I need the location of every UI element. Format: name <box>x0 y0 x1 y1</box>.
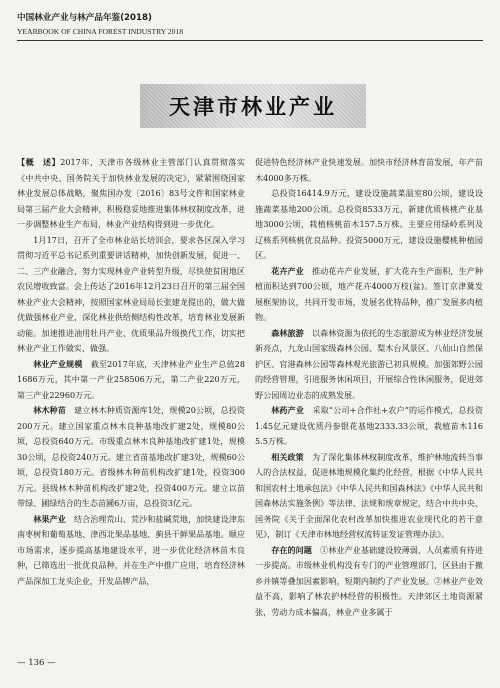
flower-text: 推动花卉产业发展，扩大花卉生产面积，生产种植面积达到700公顷，地产花卉4000万枝(盆)。签订京津冀发展框架协议，共同开发市场，发展名优特品种，推广发展多肉植物。 <box>255 265 483 322</box>
article-title: 天津市林业产业 <box>169 95 337 119</box>
right-column <box>255 155 483 649</box>
tourism-paragraph <box>255 326 483 404</box>
title-banner <box>140 84 366 128</box>
issues-paragraph <box>255 543 483 621</box>
scale-paragraph <box>17 357 245 404</box>
seedling-paragraph <box>17 403 245 512</box>
overview-paragraph <box>17 155 245 233</box>
seedling-label: 林木种苗 <box>33 405 66 415</box>
flower-paragraph <box>255 264 483 326</box>
medicine-text: 采取“公司+合作社+农户”的运作模式，总投资1.45亿元建设优质丹参银花基地2333.33公顷，栽植苗木1165.5万株。 <box>255 405 483 446</box>
fruit-paragraph <box>17 512 245 590</box>
medicine-label: 林药产业 <box>271 405 305 415</box>
scale-text: 截至2017年底，天津林业产业生产总值281686万元，其中第一产业258506万元，第二产业220万元，第三产业22960万元。 <box>17 358 245 400</box>
seedling-text: 建立林木种质资源库1处，规模20公顷，总投资200万元。建立国家重点林木良种基地改扩建2处，规模80公顷，总投资640万元。市级重点林木良种基地改扩建1处，规模30公顷，总投资240万元。建立省苗基地改扩建3处，规模60公顷，总投资180万元。省级林木种苗机构改扩建1处，投资300万元。县级林木种苗机构改扩建2处，投资400万元。建立以苗带绿、圃绿结合的生态苗圃6万亩，总投资3亿元。 <box>17 405 245 508</box>
scale-label: 林业产业规模 <box>33 358 83 369</box>
flower-label: 花卉产业 <box>271 265 304 276</box>
overview-text: 2017年，天津市各级林业主管部门认真贯彻落实《中共中央、国务院关于加快林业发展的决定》，紧紧围绕国家林业发展总体战略，聚焦国办发〔2016〕83号文件和国家林业局第三届产业大会精神，积极稳妥地推进集体林权制度改革，进一步调整林业生产布局，林业产业结构得到进一步优化。 <box>17 157 245 229</box>
continued-paragraph: 促进特色经济林产业快速发展。加快市经济林育苗发展，年产苗木4000多万株。 <box>255 157 483 183</box>
training-paragraph: 1月17日，召开了全市林业站长培训会，要求各区深入学习贯彻习近平总书记系列重要讲话精神，加快创新发展，促进一、二、三产业融合，努力实现林业产业转型升级，尽快使贫困地区农民增收致富。会上传达了2016年12月23日召开的第三届全国林业产业大会精神，按照国家林业局局长张建龙提出的，做大做优做强林业产业，深化林业供给侧结构性改革，培育林业发展新动能。加速推进油用牡丹产业、优质果品升级换代工作，切实把林业产业工作做实、做强。 <box>17 234 245 353</box>
left-column <box>17 155 245 649</box>
policy-paragraph <box>255 450 483 543</box>
fruit-text: 结合治理荒山、荒沙和盐碱荒地，加快建设津东南枣树和葡萄基地、津西北果品基地、蓟县干鲜果品基地。顺应市场需求，逐步提高基地建设水平，进一步优化经济林苗木良种，已筛选出一批优良品种，并在生产中推广应用，培育经济林产品深加工龙头企业，开发品牌产品， <box>17 513 245 586</box>
policy-text: 为了深化集体林权制度改革，维护林地流转当事人的合法权益，促进林地规模化集约化经营，根据《中华人民共和国农村土地承包法》《中华人民共和国森林法》《中华人民共和国森林法实施条例》等法律、法规和规章规定，结合中共中央、国务院《关于全面深化农村改革加快推进农业现代化的若干意见》，制订《天津市林地经营权流转证发证管理办法》。 <box>255 451 483 539</box>
running-header <box>17 12 483 37</box>
header-title-en: YEARBOOK OF CHINA FOREST INDUSTRY 2018 <box>17 27 184 36</box>
medicine-paragraph <box>255 403 483 450</box>
issues-label: 存在的问题 <box>271 544 312 555</box>
header-title-cn: 中国林业产业与林产品年鉴(2018) <box>17 13 152 23</box>
issues-text: ①林业产业基础建设较薄弱，人员素质有待进一步提高。市级林业机构没有专门的产业管理部门，区县由于撤乡并镇等叠加因素影响，短期内制约了产业发展。②林业产业效益不高，影响了林农护林经营的积极性。天津郊区土地资源紧张，劳动力成本偏高，林业产业多属于 <box>255 544 483 617</box>
tourism-text: 以森林资源为依托的生态旅游成为林业经济发展新亮点，九龙山国家级森林公园、梨木台风景区、八仙山自然保护区、官港森林公园等森林观光旅游已初具规模。加强郊野公园的经营管理，引进服务休闲项目，开展综合性休闲服务，促进郊野公园周边业态的成熟发展。 <box>255 327 483 400</box>
page-number: — 136 — <box>17 658 56 668</box>
tourism-label: 森林旅游 <box>271 327 304 338</box>
fruit-label: 林果产业 <box>33 513 66 524</box>
investment-paragraph: 总投资16414.9万元，建设设施蔬菜温室80公顷，建设设施蔬菜基地200公顷。总投资8533万元，新建优质核桃产业基地3000公顷，栽植核桃苗木157.5万株。主要应用绿岭系列及辽核系列核桃优良品种。投资5000万元，建设设施樱桃种植园区。 <box>255 188 483 260</box>
header-rule <box>17 40 483 41</box>
overview-label: 【概 述】 <box>17 157 61 167</box>
policy-label: 相关政策 <box>271 451 304 462</box>
